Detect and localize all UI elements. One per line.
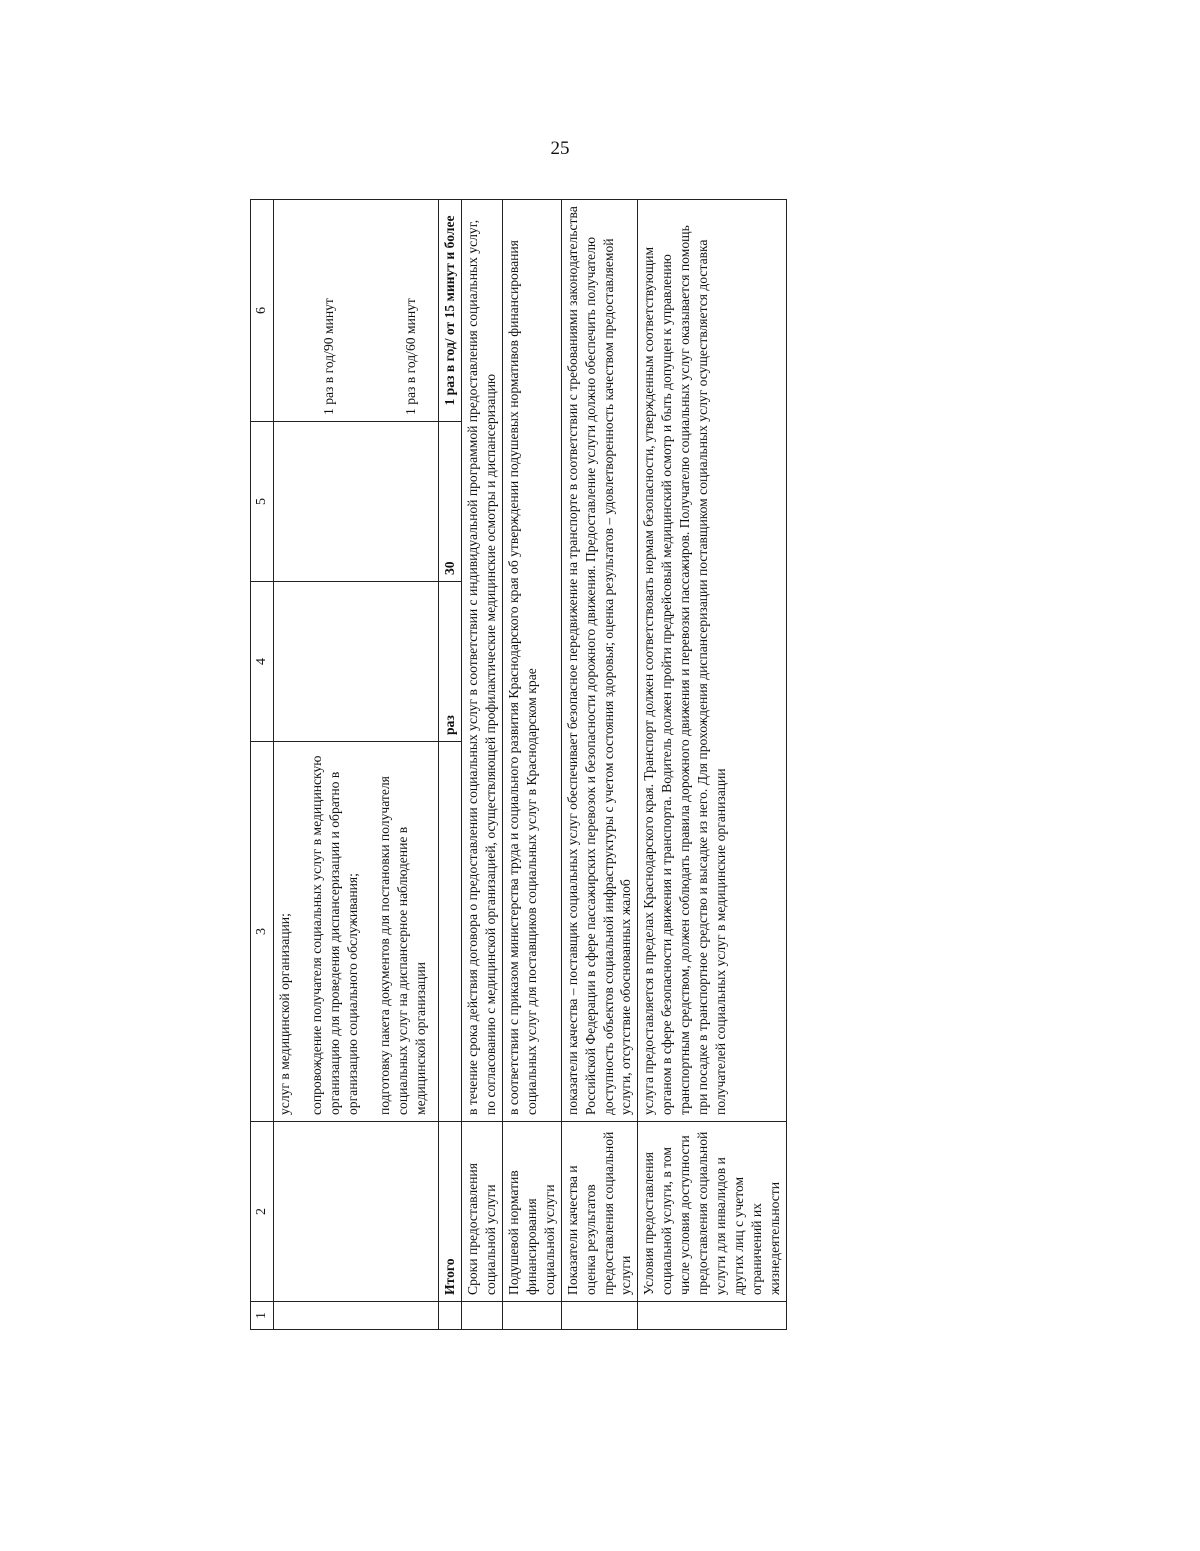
table-row	[561, 200, 638, 1330]
rotated-table-wrapper	[250, 198, 1020, 1330]
empty-cell	[461, 1302, 502, 1330]
col-number: 1	[251, 1302, 274, 1330]
empty-cell	[502, 1302, 561, 1330]
row-label: Подушевой норматив финансирования социальной услуги	[502, 1122, 561, 1302]
row-label: Условия предоставления социальной услуги, в том числе условия доступности предоставления социальной услуги для инвалидов и других лиц с учетом ограничений их жизнедеятельности	[638, 1122, 787, 1302]
continuation-line: услуг в медицинской организации;	[277, 913, 293, 1115]
service-items-cell	[274, 742, 439, 1122]
frequency-cell	[274, 200, 439, 422]
service-item-documents: подготовку пакета документов для постановки получателя социальных услуг на диспансерное наблюдение в медицинской организации	[377, 776, 429, 1115]
empty-cell	[274, 1302, 439, 1330]
row-label: Сроки предоставления социальной услуги	[461, 1122, 502, 1302]
col-number: 4	[251, 582, 274, 742]
column-number-row	[251, 200, 274, 1330]
table-row	[638, 200, 787, 1330]
empty-cell	[274, 582, 439, 742]
row-label: Показатели качества и оценка результатов предоставления социальной услуги	[561, 1122, 638, 1302]
total-label: Итого	[439, 1122, 462, 1302]
col-number: 2	[251, 1122, 274, 1302]
total-unit: раз	[439, 582, 462, 742]
empty-cell	[439, 742, 462, 1122]
continuation-row	[274, 200, 439, 1330]
page-number: 25	[550, 138, 570, 159]
empty-cell	[638, 1302, 787, 1330]
row-text: показатели качества – поставщик социальных услуг обеспечивает безопасное передвижение на транспорте в соответствии с требованиями законодательства Российской Федерации в сфере пассажирских перевозок и безопасности дорожного движения. Предоставление услуги должно обеспечить получателю доступность объектов социальной инфраструктуры с учетом состояния здоровья; оценка результатов – удовлетворенность качеством предоставляемой услуги, отсутствие обоснованных жалоб	[561, 200, 638, 1122]
service-item-escort: сопровождение получателя социальных услуг в медицинскую организацию для проведения диспансеризации и обратно в организацию социального обслуживания;	[309, 755, 361, 1115]
services-table	[250, 199, 787, 1330]
col-number: 5	[251, 422, 274, 582]
table-row	[502, 200, 561, 1330]
empty-cell	[561, 1302, 638, 1330]
col-number: 3	[251, 742, 274, 1122]
empty-cell	[274, 422, 439, 582]
frequency-escort: 1 раз в год/90 минут	[321, 298, 337, 415]
empty-cell	[274, 1122, 439, 1302]
frequency-documents: 1 раз в год/60 минут	[403, 298, 419, 415]
total-count: 30	[439, 422, 462, 582]
table-row	[461, 200, 502, 1330]
total-row	[439, 200, 462, 1330]
row-text: в соответствии с приказом министерства труда и социального развития Краснодарского края об утверждении подушевых нормативов финансирования социальных услуг для поставщиков социальных услуг в Краснодарском крае	[502, 200, 561, 1122]
col-number: 6	[251, 200, 274, 422]
row-text: услуга предоставляется в пределах Краснодарского края. Транспорт должен соответствовать нормам безопасности, утвержденным соответствующим органом в сфере безопасности движения и транспорта. Водитель должен пройти предрейсовый медицинский осмотр и быть допущен к управлению транспортным средством, должен соблюдать правила дорожного движения и перевозки пассажиров. Получателю социальных услуг оказывается помощь при посадке в транспортное средство и высадке из него. Для прохождения диспансеризации поставщиком социальных услуг осуществляется доставка получателей социальных услуг в медицинские организации	[638, 200, 787, 1122]
empty-cell	[439, 1302, 462, 1330]
total-frequency: 1 раз в год/ от 15 минут и более	[439, 200, 462, 422]
row-text: в течение срока действия договора о предоставлении социальных услуг в соответствии с индивидуальной программой предоставления социальных услуг, по согласованию с медицинской организацией, осуществляющей профилактические медицинские осмотры и диспансеризацию	[461, 200, 502, 1122]
